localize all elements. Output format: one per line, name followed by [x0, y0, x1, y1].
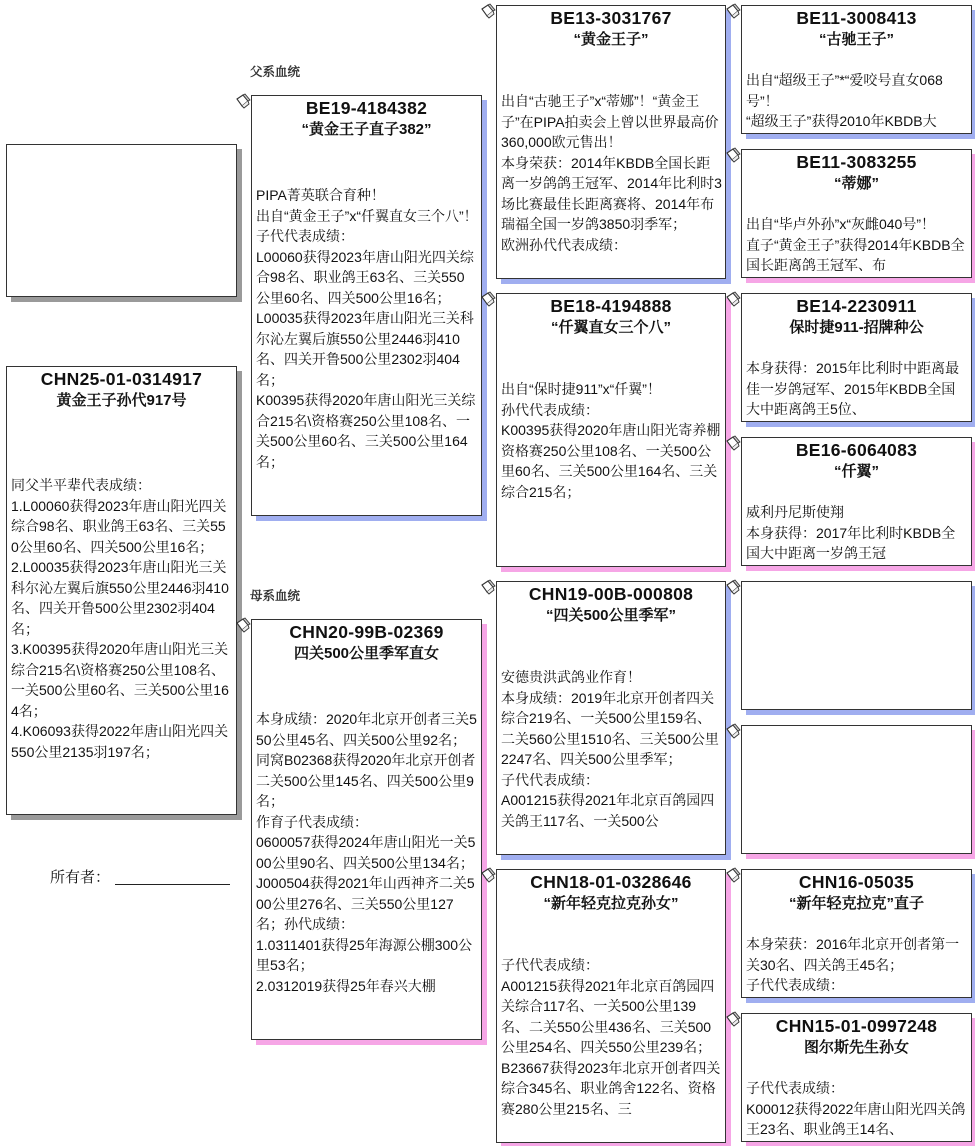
great-grandparent-6-card[interactable] [741, 725, 972, 854]
dam-dam-description: 子代代表成绩： A001215获得2021年北京百鸽园四关综合117名、一关500公里139名、二关550公里436名、三关500公里254名、四关550公里239名； B23667获得2023年北京开创者四关综合345名、职业鸽舍122名、资格赛280公里215名、三 [501, 957, 721, 1117]
great-grandparent-4-card[interactable] [741, 437, 972, 566]
sire-description: PIPA菁英联合育种！ 出自“黄金王子”x“仟翼直女三个八”！ 子代代表成绩： L00060获得2023年唐山阳光四关综合98名、职业鸽王63名、三关550公里60名、四关500公里16名； L00035获得2023年唐山阳光三关科尔沁左翼后旗550公里2446羽410名、四关开鲁500公里2302羽404名； K00395获得2020年唐山阳光三关综合215名\资格赛250公里108名、一关500公里60名、三关500公里164名； [256, 187, 478, 470]
sire-name: “黄金王子直子382” [301, 121, 432, 138]
pencil-icon[interactable] [235, 617, 251, 633]
great-grandparent-5-card[interactable] [741, 581, 972, 710]
pencil-icon[interactable] [725, 291, 741, 307]
great-grandparent-8-description: 子代代表成绩： K00012获得2022年唐山阳光四关鸽王23名、职业鸽王14名、 [746, 1080, 966, 1137]
great-grandparent-2-card[interactable] [741, 149, 972, 278]
dam-dam-ring-number: CHN18-01-0328646 [530, 872, 692, 892]
owner-input-line[interactable] [115, 884, 230, 885]
sire-card[interactable] [251, 95, 482, 516]
pencil-icon[interactable] [725, 1011, 741, 1027]
great-grandparent-2-name: “蒂娜” [833, 175, 879, 192]
sire-sire-card[interactable] [496, 5, 726, 279]
pencil-icon[interactable] [480, 291, 496, 307]
great-grandparent-8-ring-number: CHN15-01-0997248 [775, 1016, 938, 1036]
sire-sire-description: 出自“古驰王子”x“蒂娜”！“黄金王子”在PIPA拍卖会上曾以世界最高价360,000欧元售出！ 本身荣获：2014年KBDB全国长距离一岁鸽鸽王冠军、2014年比利时3场比赛最佳长距离赛将、2014年布瑞福全国一岁鸽3850羽季军； 欧洲孙代代表成绩： [501, 93, 722, 253]
dam-dam-name: “新年轻克拉克孙女” [543, 895, 679, 912]
sire-dam-description: 出自“保时捷911”x“仟翼”！ 孙代代表成绩： K00395获得2020年唐山阳光寄养棚资格赛250公里108名、一关500公里60名、三关500公里164名、三关综合215名； [501, 381, 721, 500]
dam-sire-ring-number: CHN19-00B-000808 [528, 584, 694, 604]
dam-dam-card[interactable] [496, 869, 726, 1143]
great-grandparent-1-ring-number: BE11-3008413 [796, 8, 917, 28]
great-grandparent-2-description: 出自“毕卢外孙”x“灰雌040号”！ 直子“黄金王子”获得2014年KBDB全国长距离鸽王冠军、布 [746, 216, 965, 273]
sire-dam-name: “仟翼直女三个八” [550, 319, 671, 336]
pencil-icon[interactable] [725, 3, 741, 19]
great-grandparent-7-description: 本身荣获：2016年北京开创者第一关30名、四关鸽王45名； 子代代表成绩： [746, 936, 960, 993]
great-grandparent-7-ring-number: CHN16-05035 [798, 872, 915, 892]
dam-line-label: 母系血统 [250, 589, 301, 603]
great-grandparent-7-name: “新年轻克拉克”直子 [788, 895, 924, 912]
subject-description: 同父半平辈代表成绩： 1.L00060获得2023年唐山阳光四关综合98名、职业鸽王63名、三关550公里60名、四关500公里16名； 2.L00035获得2023年唐山阳光三关科尔沁左翼后旗550公里2446羽410名、四关开鲁500公里2302羽404名； 3.K00395获得2020年唐山阳光三关综合215名\资格赛250公里108名、一关500公里60名、三关500公里164名； 4.K06093获得2022年唐山阳光四关550公里2135羽197名； [11, 477, 229, 760]
great-grandparent-3-card[interactable] [741, 293, 972, 422]
subject-ring-number: CHN25-01-0314917 [40, 369, 203, 389]
great-grandparent-8-name: 图尔斯先生孙女 [803, 1039, 909, 1056]
great-grandparent-8-card[interactable] [741, 1013, 972, 1142]
great-grandparent-1-card[interactable] [741, 5, 972, 134]
sire-line-label: 父系血统 [250, 65, 301, 79]
sire-sire-name: “黄金王子” [573, 31, 649, 48]
pencil-icon[interactable] [725, 147, 741, 163]
dam-sire-description: 安德贵洪武鸽业作育！ 本身成绩：2019年北京开创者四关综合219名、一关500公里159名、二关560公里1510名、三关500公里2247名、四关500公里季军； 子代代表成绩： A001215获得2021年北京百鸽园四关鸽王117名、一关500公 [501, 669, 719, 829]
great-grandparent-2-ring-number: BE11-3083255 [796, 152, 917, 172]
pencil-icon[interactable] [725, 723, 741, 739]
dam-card[interactable] [251, 619, 482, 1040]
pencil-icon[interactable] [235, 93, 251, 109]
great-grandparent-3-ring-number: BE14-2230911 [796, 296, 917, 316]
great-grandparent-3-description: 本身获得：2015年比利时中距离最佳一岁鸽冠军、2015年KBDB全国大中距离鸽王5位、 [746, 360, 960, 417]
pencil-icon[interactable] [725, 435, 741, 451]
pencil-icon[interactable] [725, 867, 741, 883]
sire-ring-number: BE19-4184382 [305, 98, 428, 118]
great-grandparent-4-ring-number: BE16-6064083 [795, 440, 918, 460]
great-grandparent-1-description: 出自“超级王子”*“爱咬号直女068号”！ “超级王子”获得2010年KBDB大 [746, 72, 943, 129]
dam-ring-number: CHN20-99B-02369 [289, 622, 444, 642]
great-grandparent-4-description: 威利丹尼斯使翔 本身获得：2017年比利时KBDB全国大中距离一岁鸽王冠 [746, 504, 956, 561]
pencil-icon[interactable] [725, 579, 741, 595]
sire-sire-ring-number: BE13-3031767 [550, 8, 672, 28]
subject-name: 黄金王子孙代917号 [56, 392, 187, 409]
great-grandparent-4-name: “仟翼” [833, 463, 879, 480]
pencil-icon[interactable] [480, 867, 496, 883]
great-grandparent-1-name: “古驰王子” [818, 31, 894, 48]
sire-dam-ring-number: BE18-4194888 [550, 296, 672, 316]
dam-description: 本身成绩：2020年北京开创者三关550公里45名、四关500公里92名； 同窝B02368获得2020年北京开创者二关500公里145名、四关500公里9名； 作育子代表成绩： 0600057获得2024年唐山阳光一关500公里90名、四关500公里134名； J000504获得2021年山西神齐二关500公里276名、三关550公里127名；孙代成绩： 1.0311401获得25年海源公棚300公里53名； 2.0312019获得25年春兴大棚 [256, 711, 477, 994]
photo-box[interactable] [6, 144, 237, 297]
sire-dam-card[interactable] [496, 293, 726, 567]
dam-name: 四关500公里季军直女 [293, 645, 440, 662]
dam-sire-card[interactable] [496, 581, 726, 855]
subject-card[interactable] [6, 366, 237, 815]
pencil-icon[interactable] [480, 579, 496, 595]
great-grandparent-3-name: 保时捷911-招牌种公 [789, 319, 924, 336]
dam-sire-name: “四关500公里季军” [545, 607, 677, 624]
owner-label: 所有者： [50, 869, 111, 886]
pencil-icon[interactable] [480, 3, 496, 19]
great-grandparent-7-card[interactable] [741, 869, 972, 998]
